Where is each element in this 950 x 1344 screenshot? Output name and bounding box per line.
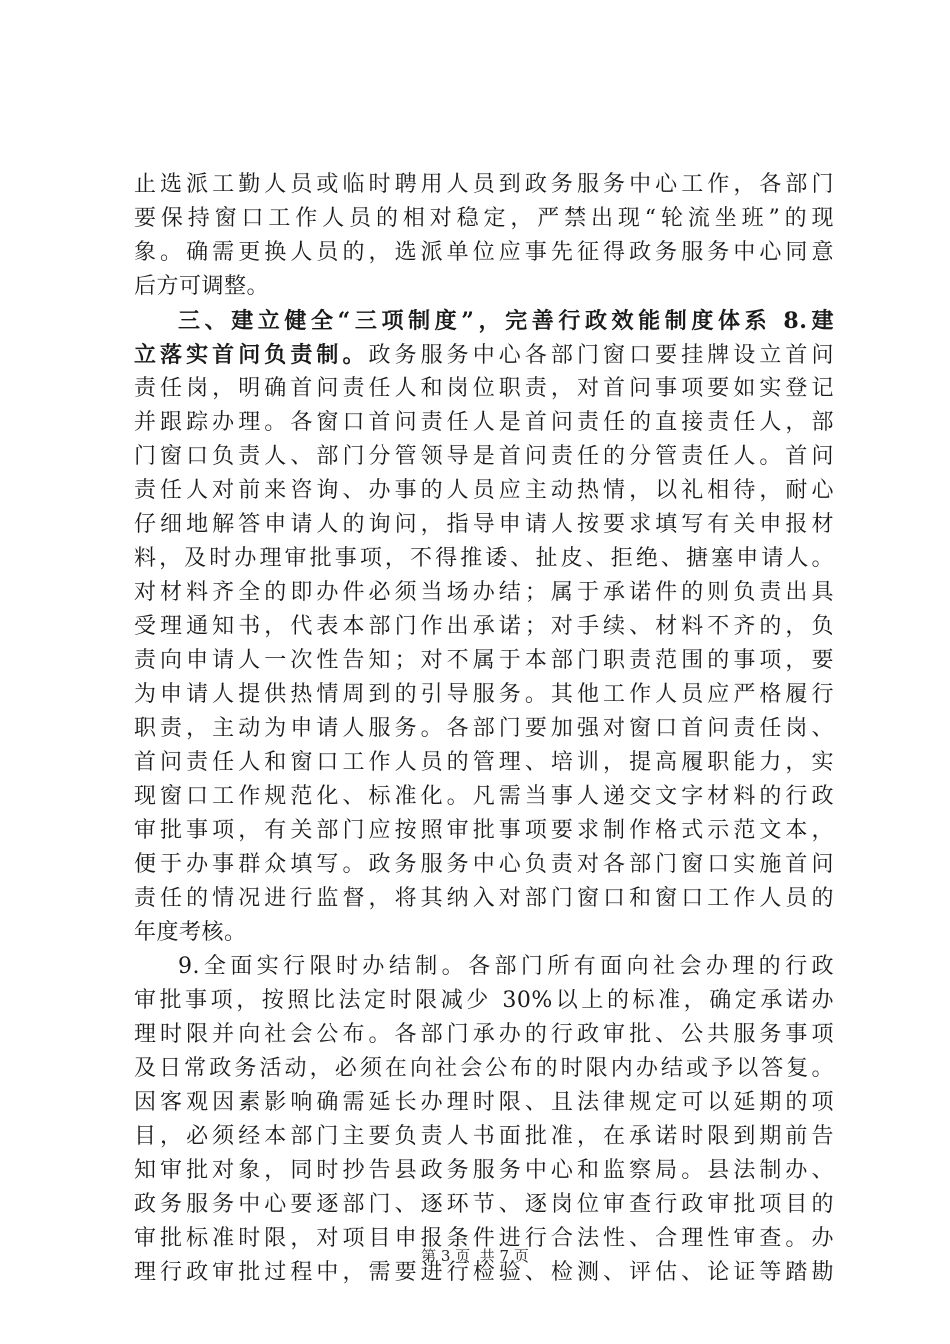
text-line: 门窗口负责人、部门分管领导是首问责任的分管责任人。首问 bbox=[134, 444, 834, 469]
text-line: 审批标准时限，对项目申报条件进行合法性、合理性审查。办 bbox=[134, 1226, 834, 1251]
text-line: 责任人对前来咨询、办事的人员应主动热情，以礼相待，耐心 bbox=[134, 478, 834, 503]
text-line: 知审批对象，同时抄告县政务服务中心和监察局。县法制办、 bbox=[134, 1158, 834, 1183]
text-line: 9.全面实行限时办结制。各部门所有面向社会办理的行政 bbox=[178, 954, 834, 979]
text-line: 现窗口工作规范化、标准化。凡需当事人递交文字材料的行政 bbox=[134, 784, 834, 809]
text-line: 职责，主动为申请人服务。各部门要加强对窗口首问责任岗、 bbox=[134, 716, 834, 741]
page-number: 第 3 页 共 7 页 bbox=[421, 1247, 529, 1265]
text-line: 首问责任人和窗口工作人员的管理、培训，提高履职能力，实 bbox=[134, 750, 834, 775]
text-line: 因客观因素影响确需延长办理时限、且法律规定可以延期的项 bbox=[134, 1090, 834, 1115]
text-line: 政务服务中心要逐部门、逐环节、逐岗位审查行政审批项目的 bbox=[134, 1192, 834, 1217]
text-line: 受理通知书，代表本部门作出承诺；对手续、材料不齐的，负 bbox=[134, 614, 834, 639]
text-line: 止选派工勤人员或临时聘用人员到政务服务中心工作，各部门 bbox=[134, 172, 834, 197]
subsection-heading: 立落实首问负责制。 bbox=[134, 342, 369, 368]
text-line: 理行政审批过程中，需要进行检验、检测、评估、论证等踏勘 bbox=[134, 1260, 834, 1285]
text-line: 便于办事群众填写。政务服务中心负责对各部门窗口实施首问 bbox=[134, 852, 834, 877]
text-line bbox=[134, 338, 834, 372]
text-line: 审批事项，按照比法定时限减少 30%以上的标准，确定承诺办 bbox=[134, 988, 834, 1013]
text-line: 及日常政务活动，必须在向社会公布的时限内办结或予以答复。 bbox=[134, 1056, 834, 1081]
text-segment: 政务服务中心各部门窗口要挂牌设立首问 bbox=[368, 343, 834, 368]
text-line: 年度考核。 bbox=[134, 920, 247, 945]
text-line: 责任岗，明确首问责任人和岗位职责，对首问事项要如实登记 bbox=[134, 376, 834, 401]
text-line: 料，及时办理审批事项，不得推诿、扯皮、拒绝、搪塞申请人。 bbox=[134, 546, 834, 571]
text-line: 对材料齐全的即办件必须当场办结；属于承诺件的则负责出具 bbox=[134, 580, 834, 605]
text-line: 仔细地解答申请人的询问，指导申请人按要求填写有关申报材 bbox=[134, 512, 834, 537]
text-line: 责向申请人一次性告知；对不属于本部门职责范围的事项，要 bbox=[134, 648, 834, 673]
text-line: 象。确需更换人员的，选派单位应事先征得政务服务中心同意 bbox=[134, 240, 834, 265]
text-line: 为申请人提供热情周到的引导服务。其他工作人员应严格履行 bbox=[134, 682, 834, 707]
text-line: 并跟踪办理。各窗口首问责任人是首问责任的直接责任人，部 bbox=[134, 410, 834, 435]
text-line: 审批事项，有关部门应按照审批事项要求制作格式示范文本， bbox=[134, 818, 834, 843]
page-footer bbox=[0, 1246, 950, 1266]
text-line: 目，必须经本部门主要负责人书面批准，在承诺时限到期前告 bbox=[134, 1124, 834, 1149]
text-line: 要保持窗口工作人员的相对稳定，严禁出现“轮流坐班”的现 bbox=[134, 206, 834, 231]
document-body bbox=[134, 168, 834, 1290]
section-heading: 三、建立健全“三项制度”，完善行政效能制度体系 8.建 bbox=[178, 308, 834, 334]
text-line: 责任的情况进行监督，将其纳入对部门窗口和窗口工作人员的 bbox=[134, 886, 834, 911]
text-line: 后方可调整。 bbox=[134, 274, 270, 299]
text-line: 理时限并向社会公布。各部门承办的行政审批、公共服务事项 bbox=[134, 1022, 834, 1047]
